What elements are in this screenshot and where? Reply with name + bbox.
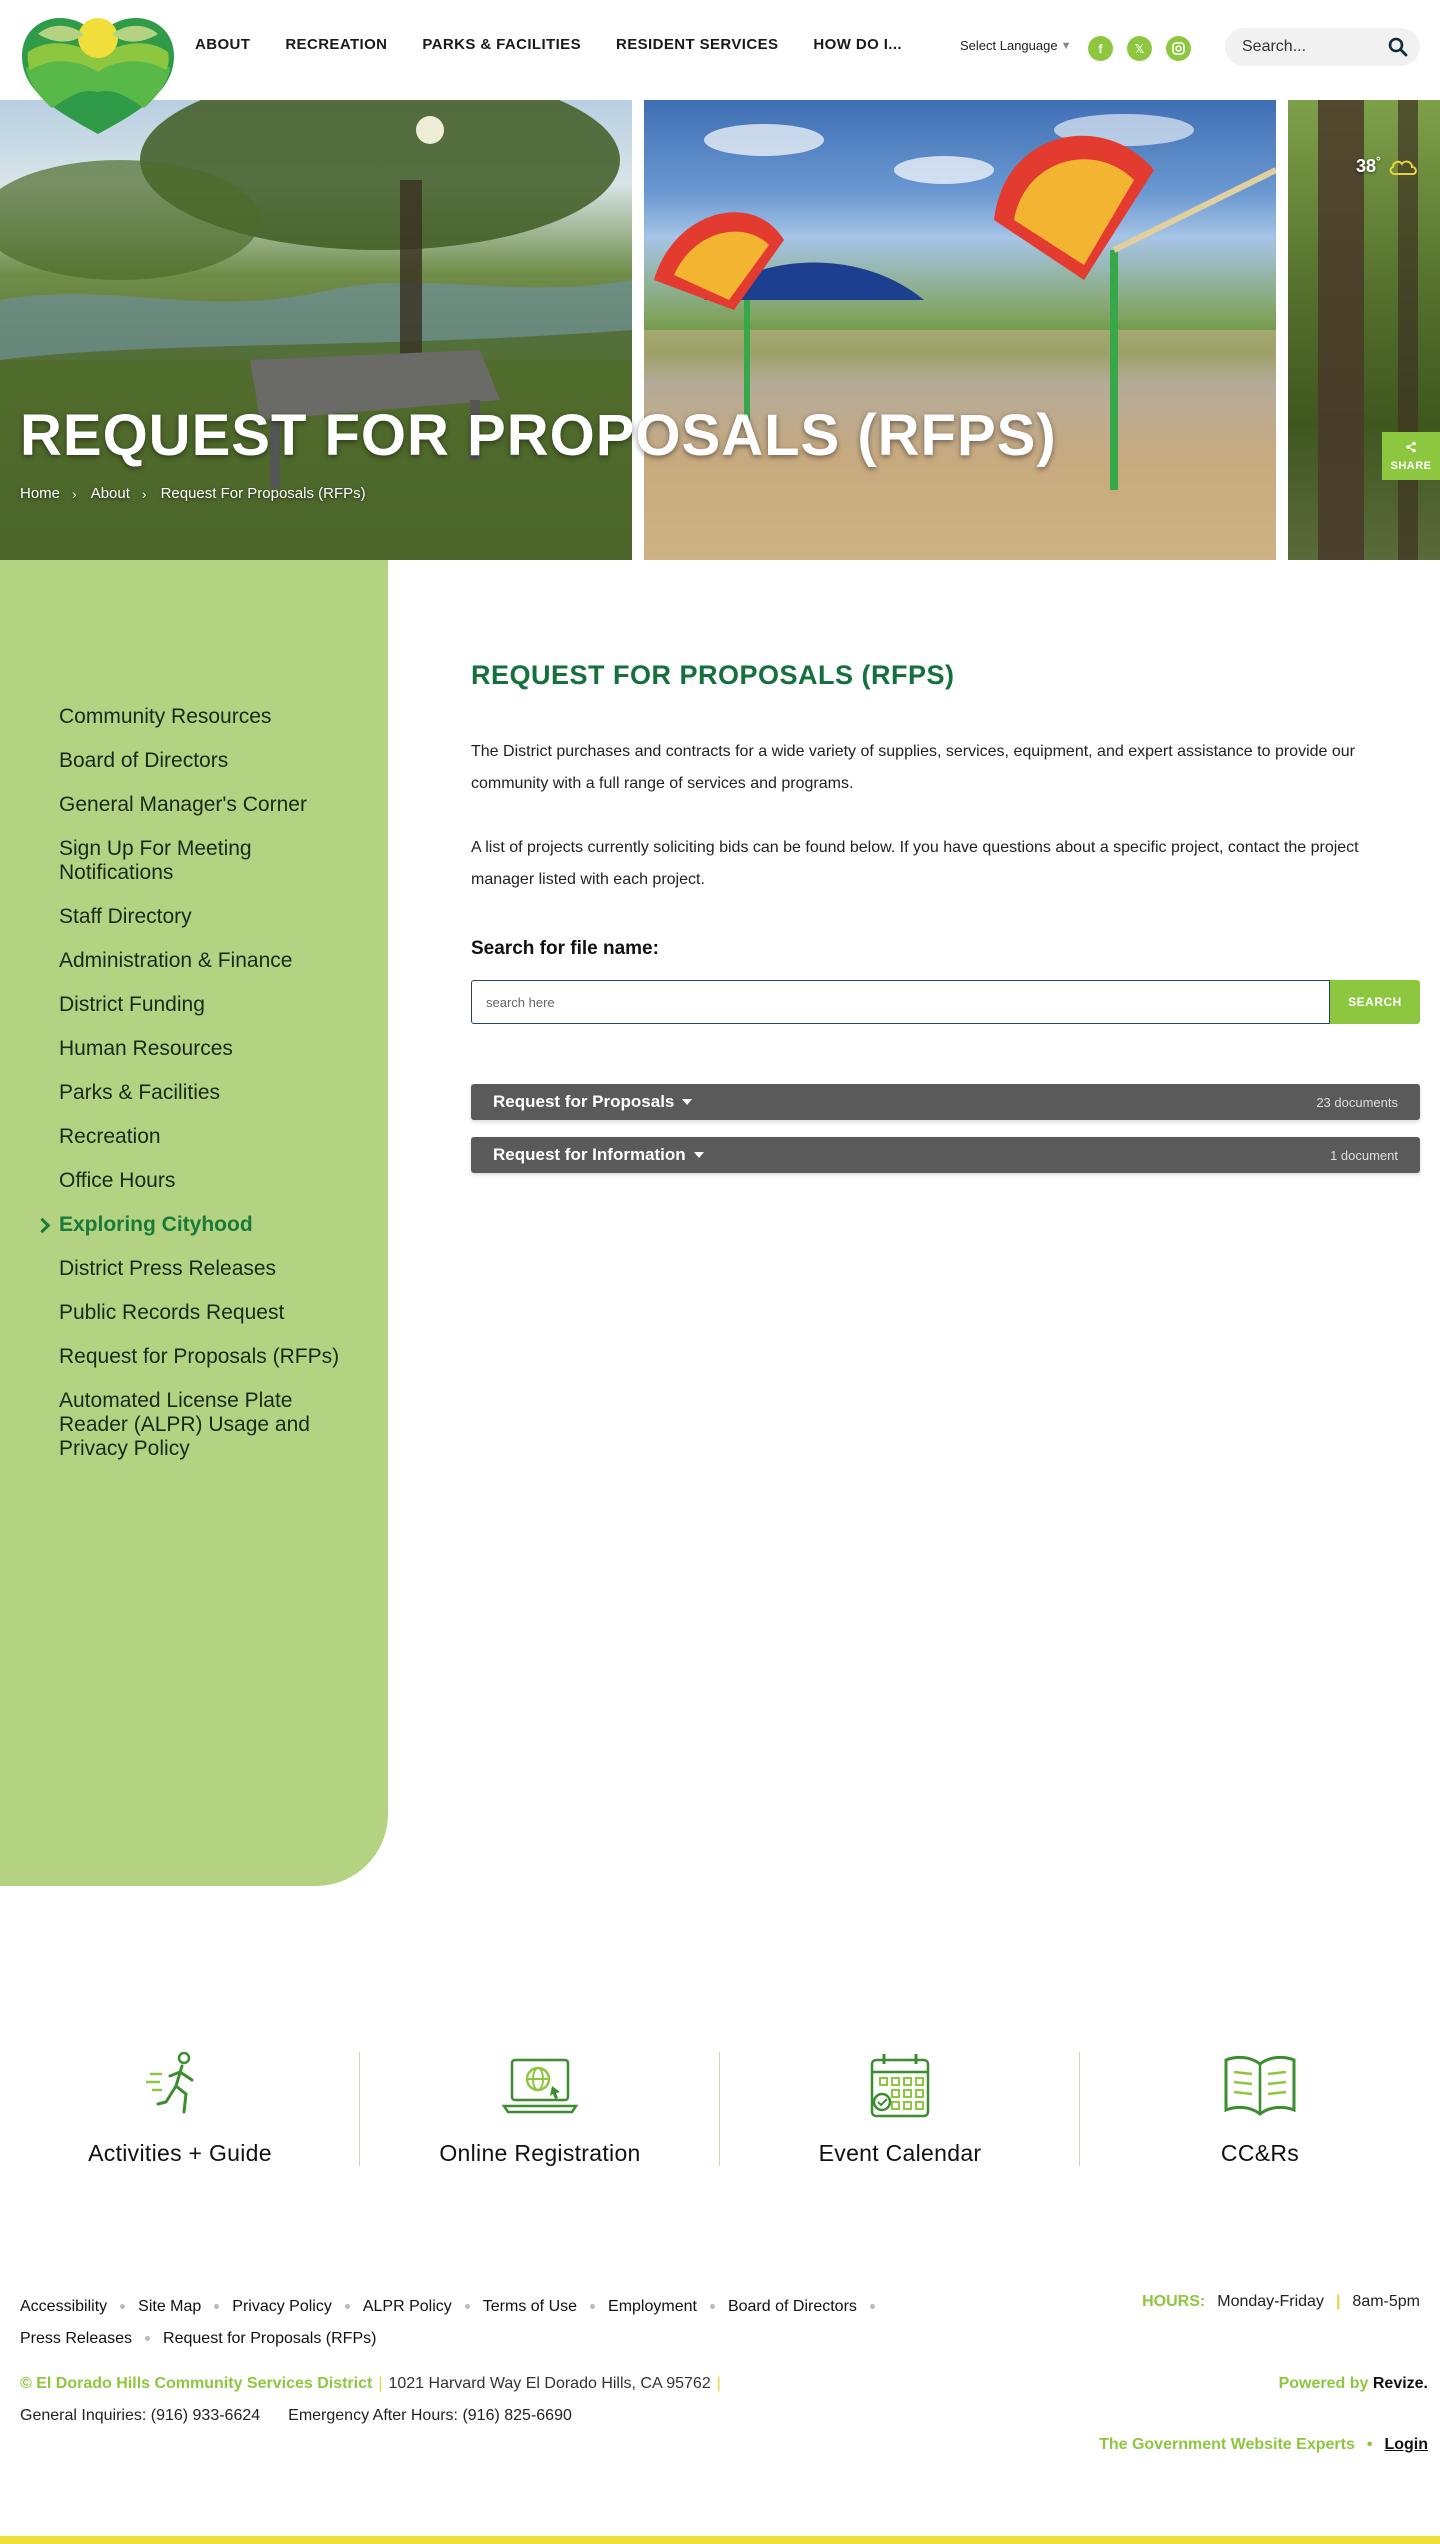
footer-link-terms-of-use[interactable]: Terms of Use: [482, 2298, 578, 2315]
quick-links: [0, 2050, 1440, 2168]
sidebar-nav: [59, 705, 359, 1481]
share-label: SHARE: [1390, 459, 1432, 472]
emergency-phone[interactable]: Emergency After Hours: (916) 825-6690: [288, 2407, 572, 2424]
hours-label: HOURS:: [1142, 2293, 1206, 2310]
nav-parks-facilities[interactable]: PARKS & FACILITIES: [422, 36, 581, 53]
sidebar-item-press-releases[interactable]: District Press Releases: [59, 1257, 277, 1280]
quick-link-label: Activities + Guide: [88, 2140, 272, 2166]
chevron-right-icon: ›: [72, 485, 77, 502]
separator-dot: •: [1366, 2436, 1373, 2453]
breadcrumb-about[interactable]: About: [90, 485, 130, 502]
file-search-button[interactable]: SEARCH: [1330, 980, 1420, 1024]
caret-down-icon: [682, 1099, 692, 1105]
language-label: Select Language: [960, 38, 1058, 53]
quick-link-label: CC&Rs: [1220, 2140, 1300, 2166]
site-search-input[interactable]: [1242, 38, 1372, 56]
runner-icon: [140, 2052, 220, 2120]
powered-brand: Revize.: [1372, 2375, 1428, 2392]
divider: |: [716, 2375, 721, 2392]
divider: |: [378, 2375, 383, 2392]
page-title: REQUEST FOR PROPOSALS (RFPS): [471, 660, 955, 690]
weather-widget: [1356, 156, 1419, 183]
sidebar-item-community-resources[interactable]: Community Resources: [59, 705, 272, 728]
nav-about[interactable]: ABOUT: [195, 36, 251, 53]
site-search: [1225, 28, 1420, 66]
separator-dot: [120, 2304, 125, 2309]
org-name: © El Dorado Hills Community Services District: [20, 2375, 373, 2392]
separator-dot: [870, 2304, 875, 2309]
hero-title: REQUEST FOR PROPOSALS (RFPS): [20, 403, 1057, 468]
calendar-icon: [860, 2052, 940, 2120]
separator-dot: [710, 2304, 715, 2309]
general-phone[interactable]: General Inquiries: (916) 933-6624: [20, 2407, 261, 2424]
weather-unit: °: [1376, 154, 1381, 168]
caret-down-icon: [694, 1152, 704, 1158]
separator-dot: [590, 2304, 595, 2309]
accordion-title: [493, 1145, 704, 1165]
accordion-label: Request for Proposals: [493, 1092, 675, 1111]
sidebar-item-recreation[interactable]: Recreation: [59, 1125, 161, 1148]
login-link[interactable]: Login: [1384, 2436, 1428, 2453]
powered-by[interactable]: [1279, 2375, 1428, 2393]
accordion-label: Request for Information: [493, 1145, 686, 1164]
site-header: [0, 0, 1440, 100]
sidebar-item-district-funding[interactable]: District Funding: [59, 993, 205, 1016]
share-icon: [1405, 441, 1417, 456]
separator-dot: [345, 2304, 350, 2309]
sidebar-item-rfps[interactable]: Request for Proposals (RFPs): [59, 1345, 340, 1368]
sidebar-item-exploring-cityhood[interactable]: Exploring Cityhood: [59, 1213, 359, 1237]
separator-dot: [465, 2304, 470, 2309]
footer-link-alpr-policy[interactable]: ALPR Policy: [362, 2298, 452, 2315]
hours-days: Monday-Friday: [1217, 2293, 1324, 2310]
quick-link-ccrs[interactable]: [1080, 2050, 1440, 2168]
sidebar-item-alpr-policy[interactable]: Automated License Plate Reader (ALPR) Usage and Privacy Policy: [59, 1389, 310, 1460]
separator-dot: [145, 2336, 150, 2341]
file-search: [471, 980, 1420, 1024]
footer-link-press-releases[interactable]: Press Releases: [20, 2330, 133, 2347]
laptop-globe-icon: [500, 2052, 580, 2120]
instagram-icon[interactable]: [1166, 36, 1191, 61]
footer-address: [20, 2375, 727, 2393]
bottom-accent-bar: [0, 2536, 1440, 2544]
social-links: [1088, 36, 1191, 61]
footer-link-rfps[interactable]: Request for Proposals (RFPs): [163, 2330, 377, 2347]
x-icon[interactable]: 𝕏: [1127, 36, 1152, 61]
chevron-right-icon: ›: [141, 485, 147, 502]
document-count: 23 documents: [1316, 1094, 1398, 1110]
sidebar-item-board-of-directors[interactable]: Board of Directors: [59, 749, 229, 772]
footer-link-board-of-directors[interactable]: Board of Directors: [727, 2298, 857, 2315]
main-nav: [195, 36, 902, 53]
sidebar-item-staff-directory[interactable]: Staff Directory: [59, 905, 192, 928]
accordion-title: [493, 1092, 692, 1112]
document-count: 1 document: [1330, 1147, 1398, 1163]
chevron-down-icon: ▼: [1060, 39, 1072, 52]
footer-link-site-map[interactable]: Site Map: [138, 2298, 202, 2315]
nav-recreation[interactable]: RECREATION: [285, 36, 388, 53]
footer-credits: [1099, 2436, 1428, 2454]
accordion-request-for-proposals[interactable]: [471, 1084, 1420, 1120]
share-button[interactable]: [1382, 432, 1440, 480]
breadcrumb-current: Request For Proposals (RFPs): [160, 485, 366, 502]
accordion-request-for-information[interactable]: [471, 1137, 1420, 1173]
cloud-icon: [1387, 156, 1419, 183]
quick-link-activities-guide[interactable]: [0, 2050, 360, 2168]
sidebar-item-public-records[interactable]: Public Records Request: [59, 1301, 285, 1324]
powered-prefix: Powered by: [1278, 2375, 1369, 2392]
sidebar-item-meeting-notifications[interactable]: Sign Up For Meeting Notifications: [59, 837, 252, 884]
office-hours: [1142, 2291, 1420, 2313]
quick-link-label: Online Registration: [439, 2140, 641, 2166]
sidebar-item-administration-finance[interactable]: Administration & Finance: [59, 949, 293, 972]
divider: |: [1335, 2293, 1341, 2310]
sidebar-item-parks-facilities[interactable]: Parks & Facilities: [59, 1081, 221, 1104]
intro-paragraph: The District purchases and contracts for a wide variety of supplies, services, equipment, and expert assistance to provide our community with a full range of services and programs.: [471, 743, 1355, 792]
footer-phones: [20, 2407, 572, 2425]
open-book-icon: [1220, 2052, 1300, 2120]
quick-link-label: Event Calendar: [818, 2140, 982, 2166]
footer-links: [20, 2291, 980, 2355]
footer-link-privacy-policy[interactable]: Privacy Policy: [232, 2298, 332, 2315]
sidebar: [0, 560, 388, 1886]
nav-resident-services[interactable]: RESIDENT SERVICES: [616, 36, 779, 53]
sidebar-item-general-managers-corner[interactable]: General Manager's Corner: [59, 793, 307, 816]
breadcrumb: [20, 485, 366, 502]
file-search-input[interactable]: [471, 980, 1330, 1024]
sidebar-item-office-hours[interactable]: Office Hours: [59, 1169, 176, 1192]
language-select[interactable]: [960, 38, 1071, 53]
site-logo[interactable]: [18, 12, 178, 136]
footer-link-accessibility[interactable]: Accessibility: [20, 2298, 108, 2315]
quick-link-event-calendar[interactable]: [720, 2050, 1080, 2168]
sidebar-item-human-resources[interactable]: Human Resources: [59, 1037, 233, 1060]
quick-link-online-registration[interactable]: [360, 2050, 720, 2168]
search-icon[interactable]: [1388, 37, 1408, 62]
hero-image-splash-pad: [644, 100, 1276, 560]
file-search-label: Search for file name:: [471, 938, 659, 959]
bids-paragraph: A list of projects currently soliciting bids can be found below. If you have questions about a specific project, contact the project manager listed with each project.: [471, 839, 1359, 888]
address: 1021 Harvard Way El Dorado Hills, CA 95762: [388, 2375, 711, 2392]
nav-how-do-i[interactable]: HOW DO I...: [813, 36, 902, 53]
hero-banner: [0, 100, 1440, 560]
facebook-icon[interactable]: f: [1088, 36, 1113, 61]
separator-dot: [214, 2304, 219, 2309]
hours-time: 8am-5pm: [1352, 2293, 1420, 2310]
tagline[interactable]: The Government Website Experts: [1099, 2436, 1355, 2453]
weather-temp: 38: [1356, 156, 1377, 176]
footer-link-employment[interactable]: Employment: [608, 2298, 697, 2315]
breadcrumb-home[interactable]: Home: [20, 485, 61, 502]
